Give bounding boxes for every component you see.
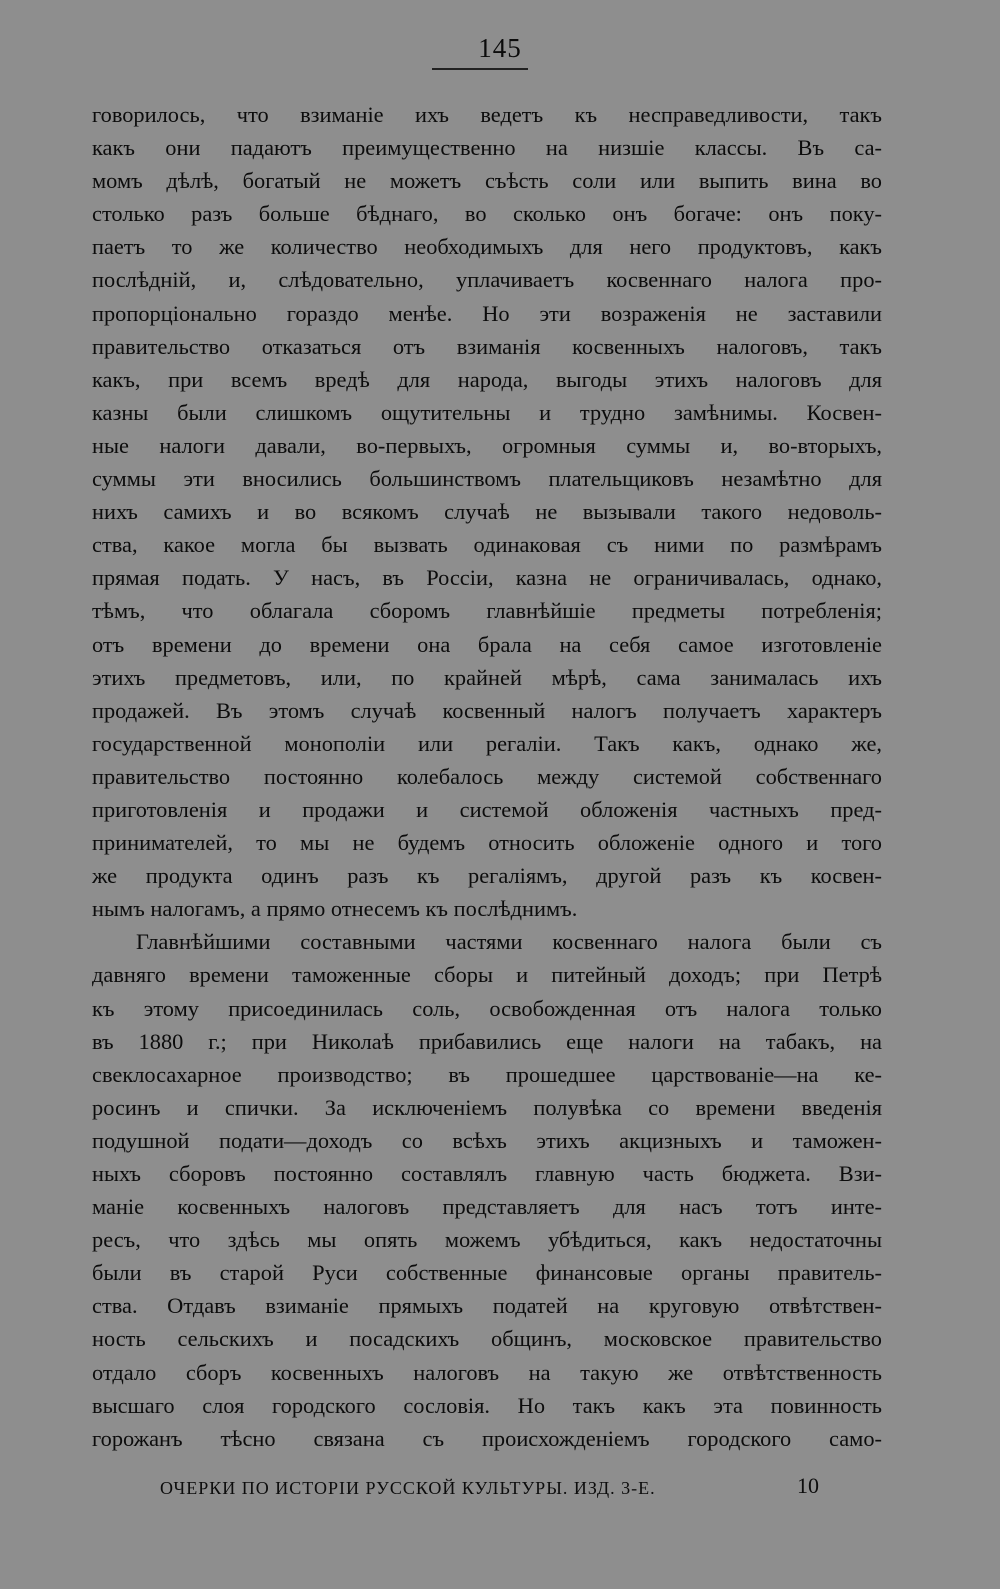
text-line: принимателей, то мы не будемъ относить обложеніе одного и того bbox=[92, 830, 882, 856]
text-line: продажей. Въ этомъ случаѣ косвенный налогъ получаетъ характеръ bbox=[92, 697, 882, 723]
text-line: какъ, при всемъ вредѣ для народа, выгоды этихъ налоговъ для bbox=[92, 366, 882, 392]
text-line: ные налоги давали, во-первыхъ, огромныя суммы и, во-вторыхъ, bbox=[92, 432, 882, 458]
text-line: подушной подати—доходъ со всѣхъ этихъ акцизныхъ и таможен- bbox=[92, 1127, 882, 1153]
text-line: нымъ налогамъ, а прямо отнесемъ къ послѣднимъ. bbox=[92, 896, 578, 922]
text-line: ства, какое могла бы вызвать одинаковая съ ними по размѣрамъ bbox=[92, 532, 882, 558]
text-line: пропорціонально гораздо менѣе. Но эти возраженія не заставили bbox=[92, 300, 882, 326]
text-line: тѣмъ, что облагала сборомъ главнѣйшіе предметы потребленія; bbox=[92, 598, 882, 624]
text-line: приготовленія и продажи и системой обложенія частныхъ пред- bbox=[92, 796, 882, 822]
text-line: росинъ и спички. За исключеніемъ полувѣка со времени введенія bbox=[92, 1094, 882, 1120]
text-line: въ 1880 г.; при Николаѣ прибавились еще налоги на табакъ, на bbox=[92, 1028, 882, 1054]
text-line: Главнѣйшими составными частями косвеннаго налога были съ bbox=[136, 929, 882, 955]
text-line: прямая подать. У насъ, въ Россіи, казна не ограничивалась, однако, bbox=[92, 565, 882, 591]
text-line: давняго времени таможенные сборы и питейный доходъ; при Петрѣ bbox=[92, 962, 882, 988]
page-number-rule bbox=[432, 68, 528, 70]
text-line: ресъ, что здѣсь мы опять можемъ убѣдиться, какъ недостаточны bbox=[92, 1227, 882, 1253]
text-line: высшаго слоя городского сословія. Но такъ какъ эта повинность bbox=[92, 1392, 882, 1418]
text-line: маніе косвенныхъ налоговъ представляетъ для насъ тотъ инте- bbox=[92, 1194, 882, 1220]
text-line: ныхъ сборовъ постоянно составлялъ главную часть бюджета. Взи- bbox=[92, 1161, 882, 1186]
text-line: паетъ то же количество необходимыхъ для него продуктовъ, какъ bbox=[92, 234, 882, 260]
footer-signature: 10 bbox=[797, 1473, 819, 1498]
text-line: этихъ предметовъ, или, по крайней мѣрѣ, сама занималась ихъ bbox=[92, 664, 882, 690]
text-line: суммы эти вносились большинствомъ плательщиковъ незамѣтно для bbox=[92, 466, 882, 492]
text-line: къ этому присоединилась соль, освобожденная отъ налога только bbox=[92, 995, 882, 1021]
text-line: отъ времени до времени она брала на себя самое изготовленіе bbox=[92, 631, 882, 657]
text-line: нихъ самихъ и во всякомъ случаѣ не вызывали такого недоволь- bbox=[92, 499, 882, 525]
text-line: послѣдній, и, слѣдовательно, уплачиваетъ косвеннаго налога про- bbox=[92, 267, 882, 293]
text-line: столько разъ больше бѣднаго, во сколько онъ богаче: онъ поку- bbox=[92, 201, 882, 227]
text-line: говорилось, что взиманіе ихъ ведетъ къ несправедливости, такъ bbox=[92, 102, 882, 127]
text-line: были въ старой Руси собственные финансовые органы правитель- bbox=[92, 1260, 882, 1286]
text-line: казны были слишкомъ ощутительны и трудно замѣнимы. Косвен- bbox=[92, 399, 882, 425]
text-line: правительство постоянно колебалось между системой собственнаго bbox=[92, 763, 882, 789]
text-line: момъ дѣлѣ, богатый не можетъ съѣсть соли или выпить вина во bbox=[92, 168, 882, 194]
text-line: правительство отказаться отъ взиманія косвенныхъ налоговъ, такъ bbox=[92, 333, 882, 359]
text-line: же продукта одинъ разъ къ регаліямъ, другой разъ къ косвен- bbox=[92, 863, 882, 889]
text-line: отдало сборъ косвенныхъ налоговъ на такую же отвѣтственность bbox=[92, 1359, 882, 1385]
text-line: какъ они падаютъ преимущественно на низшіе классы. Въ са- bbox=[92, 135, 882, 161]
text-line: ность сельскихъ и посадскихъ общинъ, московское правительство bbox=[92, 1326, 882, 1352]
text-line: ства. Отдавъ взиманіе прямыхъ податей на круговую отвѣтствен- bbox=[92, 1293, 882, 1319]
text-body bbox=[92, 98, 882, 1455]
text-line: государственной монополіи или регаліи. Такъ какъ, однако же, bbox=[92, 730, 882, 756]
text-line: свеклосахарное производство; въ прошедшее царствованіе—на ке- bbox=[92, 1061, 882, 1087]
text-line: горожанъ тѣсно связана съ происхожденіемъ городского само- bbox=[92, 1425, 882, 1451]
page-number: 145 bbox=[478, 33, 522, 63]
footer-title: ОЧЕРКИ ПО ИСТОРІИ РУССКОЙ КУЛЬТУРЫ. ИЗД. 3-Е. bbox=[160, 1478, 656, 1498]
